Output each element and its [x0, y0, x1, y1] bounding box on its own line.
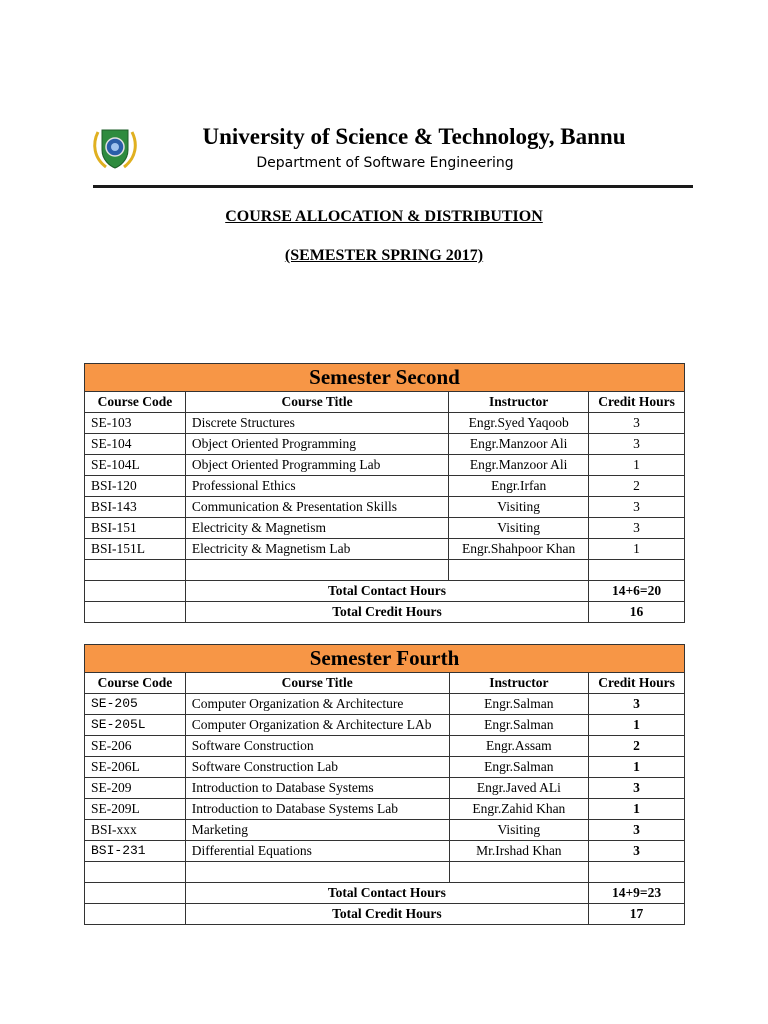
- course-title: Electricity & Magnetism: [185, 518, 448, 539]
- instructor: Visiting: [449, 820, 588, 841]
- course-code: BSI-xxx: [85, 820, 186, 841]
- table-row: [85, 413, 685, 434]
- instructor: Engr.Javed ALi: [449, 778, 588, 799]
- total-credit-label: Total Credit Hours: [185, 904, 588, 925]
- table-row: [85, 694, 685, 715]
- table-row: [85, 736, 685, 757]
- total-credit-row: [85, 602, 685, 623]
- credit-hours: 1: [589, 715, 685, 736]
- total-contact-row: [85, 883, 685, 904]
- table-row: [85, 518, 685, 539]
- table-row: [85, 778, 685, 799]
- col-instructor: Instructor: [449, 673, 588, 694]
- credit-hours: 2: [589, 476, 685, 497]
- col-credit-hours: Credit Hours: [589, 673, 685, 694]
- course-title: Software Construction Lab: [185, 757, 449, 778]
- course-title: Professional Ethics: [185, 476, 448, 497]
- course-code: BSI-151: [85, 518, 186, 539]
- instructor: Visiting: [449, 497, 589, 518]
- course-title: Software Construction: [185, 736, 449, 757]
- course-title: Computer Organization & Architecture LAb: [185, 715, 449, 736]
- total-credit-value: 16: [589, 602, 685, 623]
- empty-row: [85, 560, 685, 581]
- semester-heading: Semester Second: [85, 364, 685, 392]
- course-title: Electricity & Magnetism Lab: [185, 539, 448, 560]
- instructor: Engr.Assam: [449, 736, 588, 757]
- total-contact-value: 14+6=20: [589, 581, 685, 602]
- course-title: Object Oriented Programming Lab: [185, 455, 448, 476]
- course-code: SE-103: [85, 413, 186, 434]
- total-credit-label: Total Credit Hours: [185, 602, 588, 623]
- credit-hours: 3: [589, 778, 685, 799]
- table-row: [85, 434, 685, 455]
- total-contact-label: Total Contact Hours: [185, 883, 588, 904]
- course-code: BSI-120: [85, 476, 186, 497]
- course-title: Differential Equations: [185, 841, 449, 862]
- course-code: SE-206: [85, 736, 186, 757]
- course-code: SE-205: [85, 694, 186, 715]
- instructor: Engr.Irfan: [449, 476, 589, 497]
- total-credit-row: [85, 904, 685, 925]
- credit-hours: 2: [589, 736, 685, 757]
- credit-hours: 3: [589, 434, 685, 455]
- course-title: Object Oriented Programming: [185, 434, 448, 455]
- credit-hours: 1: [589, 539, 685, 560]
- col-course-code: Course Code: [85, 673, 186, 694]
- credit-hours: 3: [589, 413, 685, 434]
- instructor: Engr.Salman: [449, 694, 588, 715]
- course-code: SE-209L: [85, 799, 186, 820]
- table-row: [85, 497, 685, 518]
- credit-hours: 1: [589, 455, 685, 476]
- credit-hours: 1: [589, 799, 685, 820]
- semester-second-table: [84, 363, 685, 623]
- col-course-code: Course Code: [85, 392, 186, 413]
- credit-hours: 1: [589, 757, 685, 778]
- header-divider: [93, 185, 693, 188]
- table-row: [85, 539, 685, 560]
- col-course-title: Course Title: [185, 673, 449, 694]
- credit-hours: 3: [589, 497, 685, 518]
- table-row: [85, 476, 685, 497]
- document-title: COURSE ALLOCATION & DISTRIBUTION: [225, 208, 543, 225]
- department-name: Department of Software Engineering: [256, 155, 514, 171]
- table-row: [85, 820, 685, 841]
- course-code: SE-104L: [85, 455, 186, 476]
- total-contact-value: 14+9=23: [589, 883, 685, 904]
- credit-hours: 3: [589, 841, 685, 862]
- course-code: BSI-231: [85, 841, 186, 862]
- instructor: Engr.Salman: [449, 715, 588, 736]
- course-title: Introduction to Database Systems Lab: [185, 799, 449, 820]
- course-title: Discrete Structures: [185, 413, 448, 434]
- course-code: SE-206L: [85, 757, 186, 778]
- course-code: BSI-143: [85, 497, 186, 518]
- instructor: Engr.Syed Yaqoob: [449, 413, 589, 434]
- instructor: Engr.Manzoor Ali: [449, 434, 589, 455]
- total-credit-value: 17: [589, 904, 685, 925]
- column-header-row: [85, 392, 685, 413]
- table-row: [85, 799, 685, 820]
- instructor: Mr.Irshad Khan: [449, 841, 588, 862]
- column-header-row: [85, 673, 685, 694]
- instructor: Engr.Zahid Khan: [449, 799, 588, 820]
- credit-hours: 3: [589, 694, 685, 715]
- instructor: Engr.Salman: [449, 757, 588, 778]
- table-row: [85, 715, 685, 736]
- instructor: Engr.Shahpoor Khan: [449, 539, 589, 560]
- total-contact-label: Total Contact Hours: [185, 581, 588, 602]
- course-title: Communication & Presentation Skills: [185, 497, 448, 518]
- course-title: Computer Organization & Architecture: [185, 694, 449, 715]
- course-code: SE-104: [85, 434, 186, 455]
- col-course-title: Course Title: [185, 392, 448, 413]
- instructor: Visiting: [449, 518, 589, 539]
- credit-hours: 3: [589, 518, 685, 539]
- university-name: University of Science & Technology, Bannu: [202, 124, 626, 149]
- table-row: [85, 455, 685, 476]
- table-row: [85, 757, 685, 778]
- course-title: Introduction to Database Systems: [185, 778, 449, 799]
- col-instructor: Instructor: [449, 392, 589, 413]
- course-code: SE-209: [85, 778, 186, 799]
- course-code: SE-205L: [85, 715, 186, 736]
- instructor: Engr.Manzoor Ali: [449, 455, 589, 476]
- semester-fourth-table: [84, 644, 685, 925]
- total-contact-row: [85, 581, 685, 602]
- empty-row: [85, 862, 685, 883]
- table-row: [85, 841, 685, 862]
- col-credit-hours: Credit Hours: [589, 392, 685, 413]
- course-code: BSI-151L: [85, 539, 186, 560]
- semester-session: (SEMESTER SPRING 2017): [284, 247, 484, 264]
- semester-heading: Semester Fourth: [85, 645, 685, 673]
- credit-hours: 3: [589, 820, 685, 841]
- course-title: Marketing: [185, 820, 449, 841]
